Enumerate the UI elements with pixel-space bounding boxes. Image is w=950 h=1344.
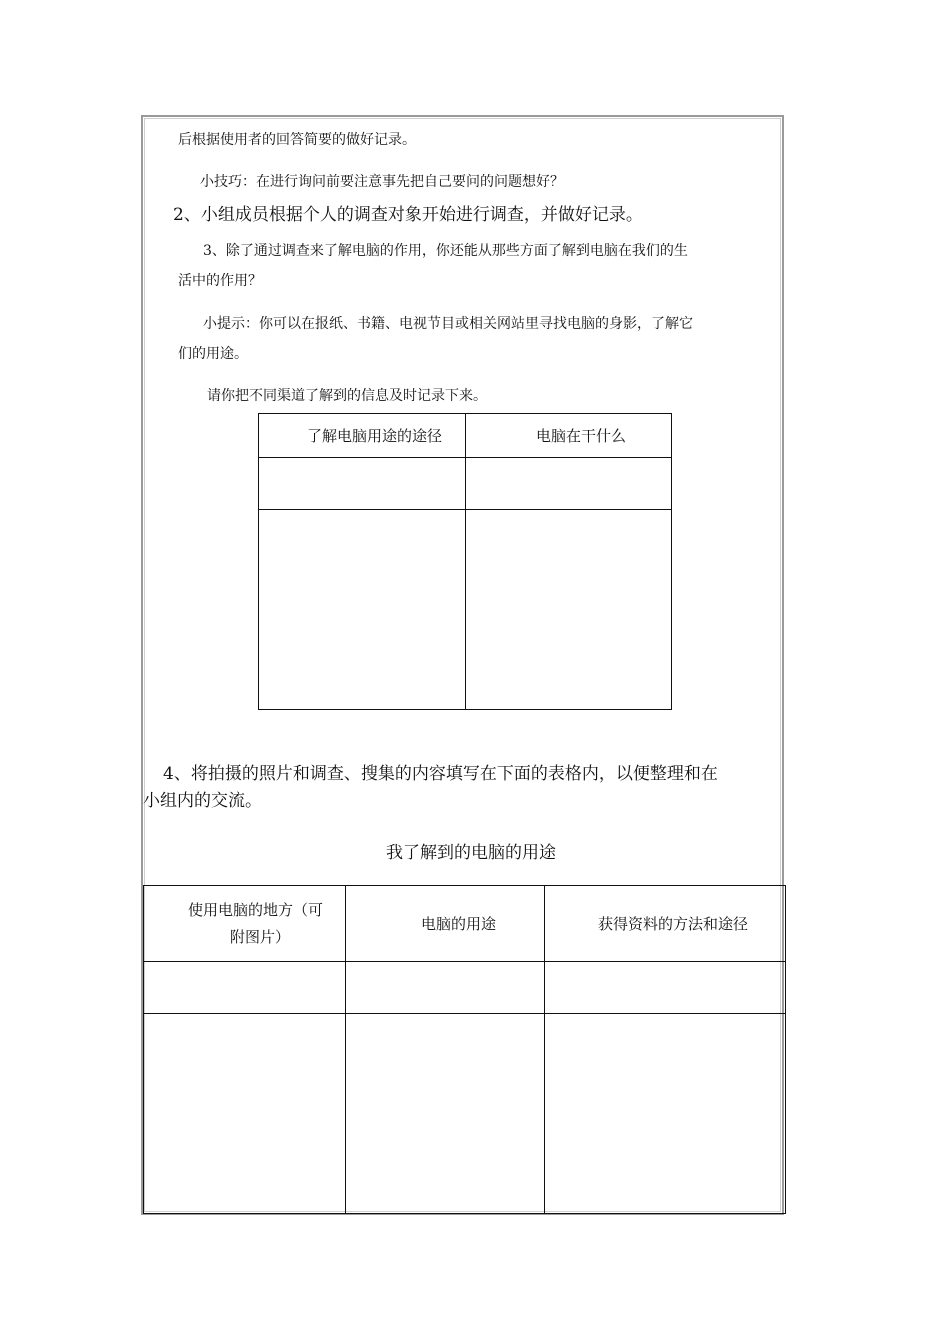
step-4-line-1: 4、将拍摄的照片和调查、搜集的内容填写在下面的表格内，以便整理和在 [163, 764, 718, 784]
table-cell[interactable] [144, 962, 346, 1014]
table-row [144, 1014, 786, 1214]
step-2-text: 2、小组成员根据个人的调查对象开始进行调查，并做好记录。 [173, 205, 643, 225]
instruction-record-answers: 后根据使用者的回答简要的做好记录。 [178, 132, 416, 148]
table-cell[interactable] [346, 962, 545, 1014]
step-4-line-2: 小组内的交流。 [143, 791, 262, 811]
step-3-line-2: 活中的作用？ [178, 273, 262, 289]
table-row [144, 962, 786, 1014]
hint-line-1: 小提示：你可以在报纸、书籍、电视节目或相关网站里寻找电脑的身影，了解它 [203, 316, 693, 332]
hint-line-2: 们的用途。 [178, 346, 248, 362]
table-cell[interactable] [259, 510, 466, 710]
table-cell[interactable] [259, 458, 466, 510]
table-cell[interactable] [545, 962, 786, 1014]
table-cell[interactable] [545, 1014, 786, 1214]
table-cell[interactable] [346, 1014, 545, 1214]
uses-table-title: 我了解到的电脑的用途 [386, 843, 556, 863]
table-cell[interactable] [144, 1014, 346, 1214]
record-instruction: 请你把不同渠道了解到的信息及时记录下来。 [207, 388, 487, 404]
uses-table-header-row [144, 886, 786, 962]
step-3-line-1: 3、除了通过调查来了解电脑的作用，你还能从那些方面了解到电脑在我们的生 [203, 243, 688, 259]
channels-table-header-row [259, 414, 672, 458]
table-cell[interactable] [466, 458, 672, 510]
header-uses: 电脑的用途 [346, 886, 545, 962]
header-what-computer-does: 电脑在干什么 [466, 414, 672, 458]
header-method: 获得资料的方法和途径 [545, 886, 786, 962]
table-row [259, 458, 672, 510]
header-place: 使用电脑的地方（可 附图片） [144, 886, 346, 962]
table-row [259, 510, 672, 710]
table-cell[interactable] [466, 510, 672, 710]
tip-prepare-questions: 小技巧：在进行询问前要注意事先把自己要问的问题想好？ [200, 174, 564, 190]
channels-table [258, 413, 672, 710]
header-channel: 了解电脑用途的途径 [259, 414, 466, 458]
uses-table [143, 885, 786, 1214]
